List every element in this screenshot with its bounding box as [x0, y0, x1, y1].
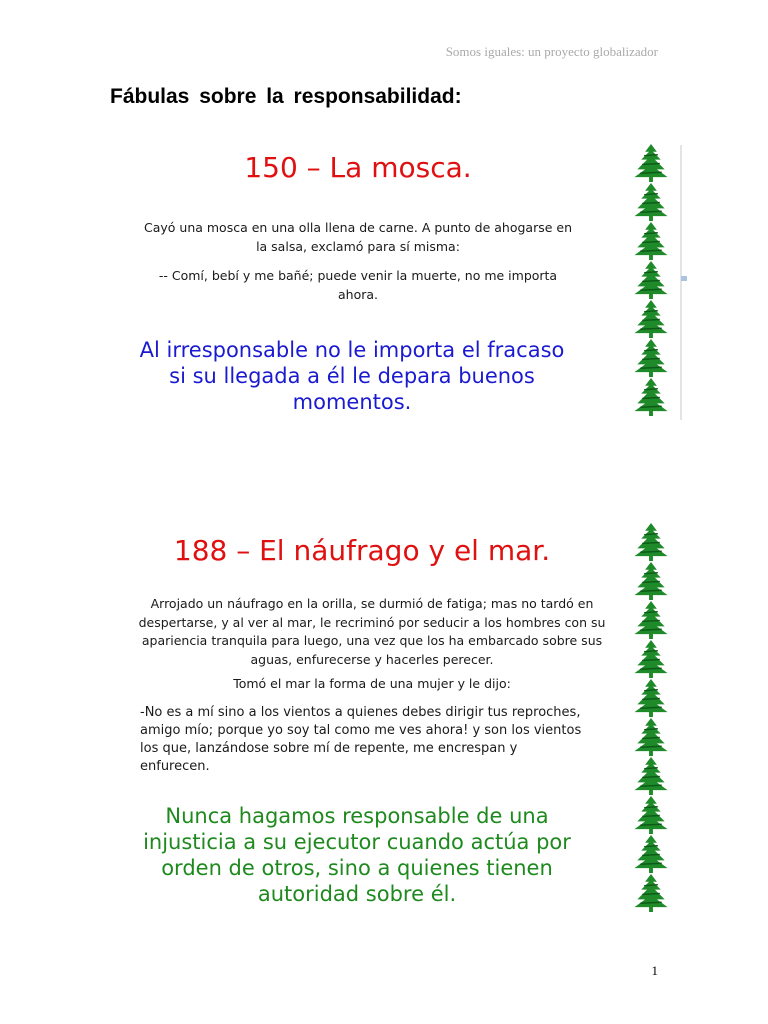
fable-line: ahora.	[337, 287, 378, 302]
fable-body	[112, 595, 632, 694]
moral-line: momentos.	[292, 390, 412, 414]
fable-line: Cayó una mosca en una olla llena de carne. A punto de ahogarse en	[144, 220, 572, 235]
fable-line: apariencia tranquila para luego, una vez que los ha embarcado sobre sus	[141, 633, 603, 648]
pine-tree-icon	[632, 143, 670, 182]
pine-tree-icon	[632, 561, 670, 600]
tree-border-column	[632, 143, 672, 416]
fable-title: 150 – La mosca.	[244, 151, 472, 184]
pine-tree-icon	[632, 522, 670, 561]
moral-line: Al irresponsable no le importa el fracaso	[139, 338, 565, 362]
fable-line: aguas, enfurecerse y hacerles perecer.	[250, 651, 494, 667]
fable-line: despertarse, y al ver al mar, le recriminó por seducir a los hombres con su	[138, 614, 606, 630]
fable-line: los que, lanzándose sobre mí de repente, me encrespan y	[140, 741, 518, 756]
pine-tree-icon	[632, 600, 670, 639]
tree-border-column	[632, 522, 672, 912]
fable-card-el-naufrago	[112, 520, 672, 916]
pine-tree-icon	[632, 299, 670, 338]
fable-dialogue	[140, 704, 620, 776]
pine-tree-icon	[632, 377, 670, 416]
moral-line: Nunca hagamos responsable de una	[165, 804, 549, 828]
pine-tree-icon	[632, 717, 670, 756]
moral-line: si su llegada a él le depara buenos	[169, 364, 535, 388]
pine-tree-icon	[632, 795, 670, 834]
fable-line: Arrojado un náufrago en la orilla, se durmió de fatiga; mas no tardó en	[150, 596, 594, 611]
pine-tree-icon	[632, 639, 670, 678]
pine-tree-icon	[632, 678, 670, 717]
pine-tree-icon	[632, 756, 670, 795]
fable-title: 188 – El náufrago y el mar.	[173, 534, 551, 567]
moral-line: injusticia a su ejecutor cuando actúa por	[143, 830, 571, 854]
moral-line: autoridad sobre él.	[257, 882, 457, 906]
fable-line: -- Comí, bebí y me bañé; puede venir la muerte, no me importa	[158, 268, 558, 283]
moral-line: orden de otros, sino a quienes tienen	[161, 856, 553, 880]
fable-line: -No es a mí sino a los vientos a quienes debes dirigir tus reproches,	[140, 705, 581, 720]
fable-line: enfurecen.	[140, 759, 210, 774]
pine-tree-icon	[632, 221, 670, 260]
scrollbar-thumb	[681, 276, 687, 281]
page-heading: Fábulas sobre la responsabilidad:	[110, 85, 462, 108]
pine-tree-icon	[632, 834, 670, 873]
fable-line: la salsa, exclamó para sí misma:	[256, 239, 460, 254]
pine-tree-icon	[632, 873, 670, 912]
fable-moral	[112, 337, 592, 415]
fable-body	[112, 218, 604, 304]
fable-line: amigo mío; porque yo soy tal como me ves ahora! y son los vientos	[140, 723, 582, 738]
fable-moral	[112, 803, 602, 907]
pine-tree-icon	[632, 260, 670, 299]
page-number: 1	[651, 963, 658, 978]
pine-tree-icon	[632, 182, 670, 221]
pine-tree-icon	[632, 338, 670, 377]
fable-card-la-mosca	[112, 143, 690, 425]
scrollbar-edge	[680, 145, 682, 420]
running-header: Somos iguales: un proyecto globalizador	[445, 44, 658, 59]
fable-line: Tomó el mar la forma de una mujer y le dijo:	[233, 676, 511, 691]
